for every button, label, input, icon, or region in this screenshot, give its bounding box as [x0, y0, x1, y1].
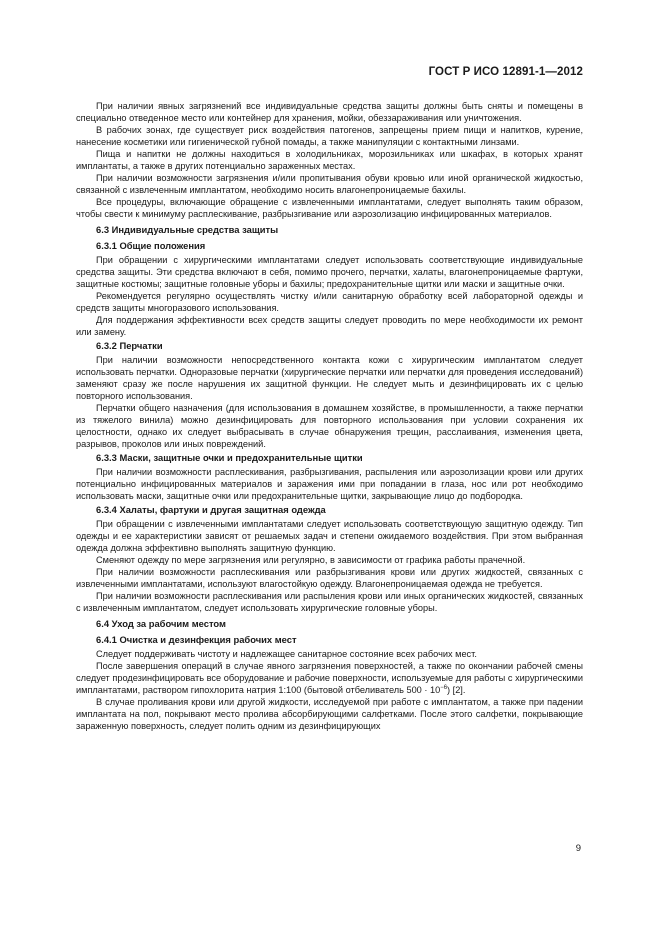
paragraph: Для поддержания эффективности всех средств защиты следует проводить по мере необходимости их ремонт или замену.: [76, 315, 583, 337]
document-body: [76, 100, 583, 732]
paragraph: Сменяют одежду по мере загрязнения или регулярно, в зависимости от графика работы прачечной.: [96, 555, 526, 565]
paragraph: При обращении с извлеченными имплантатами следует использовать соответствующую защитную одежду. Тип одежды и ее характеристики зависят от решаемых задач и степени ожидаемого воздействия. При этом выбранная одежда должна эффективно выполнять защитную функцию.: [76, 519, 583, 553]
paragraph: В рабочих зонах, где существует риск воздействия патогенов, запрещены прием пищи и напитков, курение, нанесение косметики или гигиенической губной помады, а также манипуляции с контактными линзами.: [76, 125, 583, 147]
paragraph: Пища и напитки не должны находиться в холодильниках, морозильниках или шкафах, в которых хранят имплантаты, а также в других потенциально зараженных местах.: [76, 149, 583, 171]
superscript-exponent: −6: [440, 684, 448, 691]
paragraph: При наличии возможности загрязнения и/или пропитывания обуви кровью или иной органической жидкостью, связанной с извлеченным имплантатом, необходимо носить влагонепроницаемые бахилы.: [76, 173, 583, 195]
section-heading: 6.3.1 Общие положения: [96, 240, 206, 251]
paragraph: Следует поддерживать чистоту и надлежащее санитарное состояние всех рабочих мест.: [96, 649, 477, 659]
paragraph: Все процедуры, включающие обращение с извлеченными имплантатами, следует выполнять таким образом, чтобы свести к минимуму расплескивание, разбрызгивание или аэрозолизацию инфицированных материалов.: [76, 197, 583, 219]
paragraph: [76, 660, 583, 696]
section-heading: 6.3.3 Маски, защитные очки и предохранительные щитки: [96, 452, 363, 463]
paragraph: В случае проливания крови или другой жидкости, исследуемой при работе с имплантатом, а также при падении имплантата на пол, покрывают место пролива абсорбирующими салфетками. После этого салфетки, покрывающие зараженную поверхность, следует полить одним из дезинфицирующих: [76, 697, 583, 731]
paragraph-text: После завершения операций в случае явного загрязнения поверхностей, а также по окончании рабочей смены следует продезинфицировать все оборудование и рабочие поверхности, используемые для работы с хирургическими имплантатами, раствором гипохлорита натрия 1:100 (бытовой отбеливатель 500 · 10: [76, 661, 583, 695]
page-number: 9: [575, 843, 581, 854]
paragraph: При наличии возможности непосредственного контакта кожи с хирургическим имплантатом следует использовать перчатки. Одноразовые перчатки (хирургические перчатки или перчатки для проведения исследований) заменяют сразу же после нарушения их защитной функции. Не следует мыть и дезинфицировать их с целью повторного использования.: [76, 355, 583, 401]
paragraph: При наличии возможности расплескивания или распыления крови или иных органических жидкостей, связанных с извлеченным имплантатом, следует использовать хирургические головные уборы.: [76, 591, 583, 613]
paragraph: При наличии возможности расплескивания или разбрызгивания крови или других жидкостей, связанных с извлеченными имплантатами, используют влагостойкую одежду. Влагонепроницаемая одежда не требуется.: [76, 567, 583, 589]
section-heading: 6.3.2 Перчатки: [96, 340, 163, 351]
section-heading: 6.4.1 Очистка и дезинфекция рабочих мест: [96, 634, 297, 645]
section-heading: 6.3.4 Халаты, фартуки и другая защитная одежда: [96, 504, 326, 515]
document-header: ГОСТ Р ИСО 12891-1—2012: [428, 66, 583, 78]
section-heading: 6.3 Индивидуальные средства защиты: [96, 224, 279, 235]
paragraph: Рекомендуется регулярно осуществлять чистку и/или санитарную обработку всей лабораторной одежды и средств защиты многоразового использования.: [76, 291, 583, 313]
paragraph: При наличии явных загрязнений все индивидуальные средства защиты должны быть сняты и помещены в специально отведенное место или контейнер для хранения, мойки, обеззараживания или уничтожения.: [76, 101, 583, 123]
paragraph-tail: ) [2].: [447, 685, 466, 695]
paragraph: Перчатки общего назначения (для использования в домашнем хозяйстве, в промышленности, а также перчатки из тяжелого винила) можно дезинфицировать для повторного использования при условии сохранения их целостности, однако их следует выбрасывать в случае обнаружения трещин, расслаивания, изменения цвета, разрывов, проколов или иных повреждений.: [76, 403, 583, 449]
paragraph: При наличии возможности расплескивания, разбрызгивания, распыления или аэрозолизации крови или других потенциально инфицированных материалов и заражения ими при попадании в глаза, нос или рот необходимо использовать маски, защитные очки или предохранительные щитки, закрывающие лицо до подбородка.: [76, 467, 583, 501]
paragraph: При обращении с хирургическими имплантатами следует использовать соответствующие индивидуальные средства защиты. Эти средства включают в себя, помимо прочего, перчатки, халаты, влагонепроницаемые фартуки, защитные костюмы; защитные головные уборы и бахилы; предохранительные щитки или маски и защитные очки.: [76, 255, 583, 289]
section-heading: 6.4 Уход за рабочим местом: [96, 618, 226, 629]
